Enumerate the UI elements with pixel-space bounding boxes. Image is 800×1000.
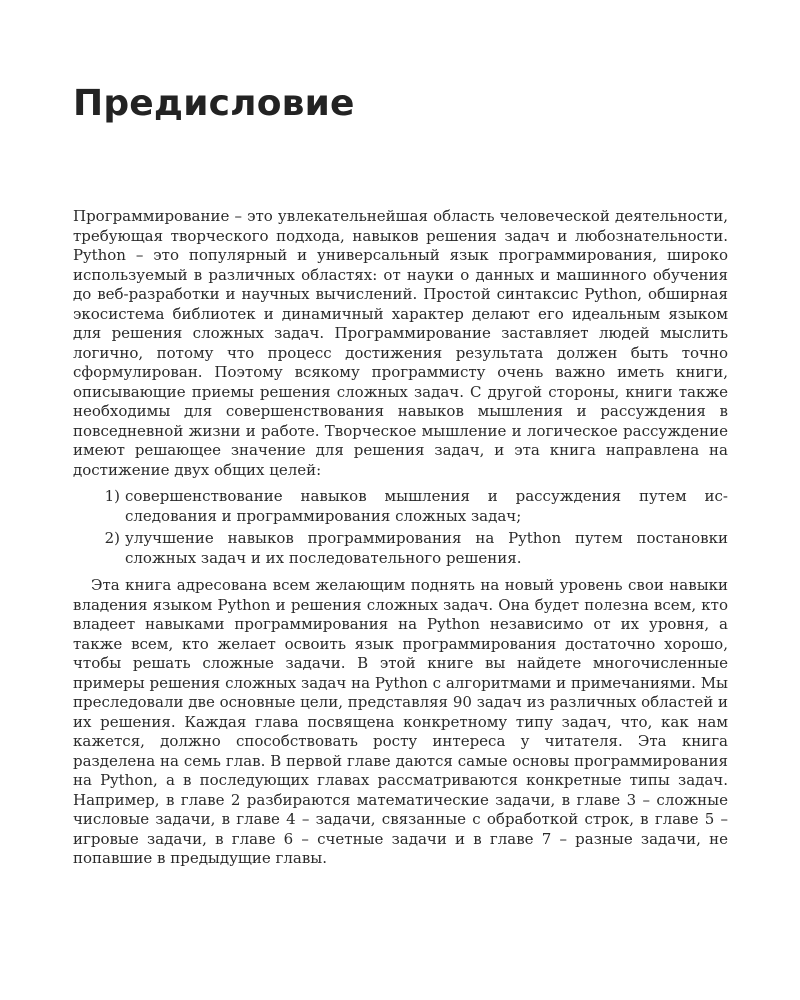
audience-paragraph: Эта книга адресована всем желающим поднять на новый уровень свои навыки владения языком Python и решения сложных задач. Она будет полезна всем, кто владеет навыками программирования на Python независимо от их уровня, а также всем, кто желает освоить язык программирования достаточно хорошо, чтобы решать сложные задачи. В этой книге вы найдете многочисленные примеры решения сложных задач на Python с алгоритмами и примечаниями. Мы преследовали две основные цели, представляя 90 задач из различных областей и их решения. Каждая глава посвящена конкретному типу задач, что, как нам кажется, должно способствовать росту интереса у читателя. Эта книга разделена на семь глав. В первой главе даются самые основы программирования на Python, а в последующих главах рассматриваются конкретные типы задач. Например, в главе 2 разбираются математические задачи, в главе 3 – сложные числовые задачи, в главе 4 – задачи, связанные с обработкой строк, в главе 5 – игровые задачи, в главе 6 – счетные задачи и в главе 7 – разные задачи, не попавшие в предыдущие главы. xyxy=(73,576,728,867)
list-item-number: 2) xyxy=(104,529,120,547)
preface-body xyxy=(73,207,728,869)
list-item-text: улучшение навыков программирования на Python путем постановки сложных задач и их последовательного решения. xyxy=(125,529,728,567)
page-title: Предисловие xyxy=(73,83,355,124)
list-item xyxy=(73,529,728,568)
list-item-number: 1) xyxy=(104,487,120,505)
intro-paragraph: Программирование – это увлекательнейшая область человеческой деятельности, требующая творческого подхода, навыков решения задач и любознательности. Python – это популярный и универсальный язык программирования, широко используемый в различных областях: от науки о данных и машинного обучения до веб-разработки и научных вычислений. Простой синтаксис Python, обширная экосистема библиотек и динамичный характер делают его идеальным языком для решения сложных задач. Программирование заставляет людей мыслить логично, потому что процесс достижения результата должен быть точно сформулирован. Поэтому всякому программисту очень важно иметь книги, описывающие приемы решения сложных задач. С другой стороны, книги также необходимы для совершенствования навыков мышления и рассуждения в повседневной жизни и работе. Творческое мышление и логическое рассуждение имеют решающее значение для решения задач, и эта книга направлена на достижение двух общих целей: xyxy=(73,207,728,479)
list-item xyxy=(73,487,728,526)
goals-list xyxy=(73,487,728,568)
list-item-text: совершенствование навыков мышления и рассуждения путем исследования и программирования сложных задач; xyxy=(125,487,728,525)
